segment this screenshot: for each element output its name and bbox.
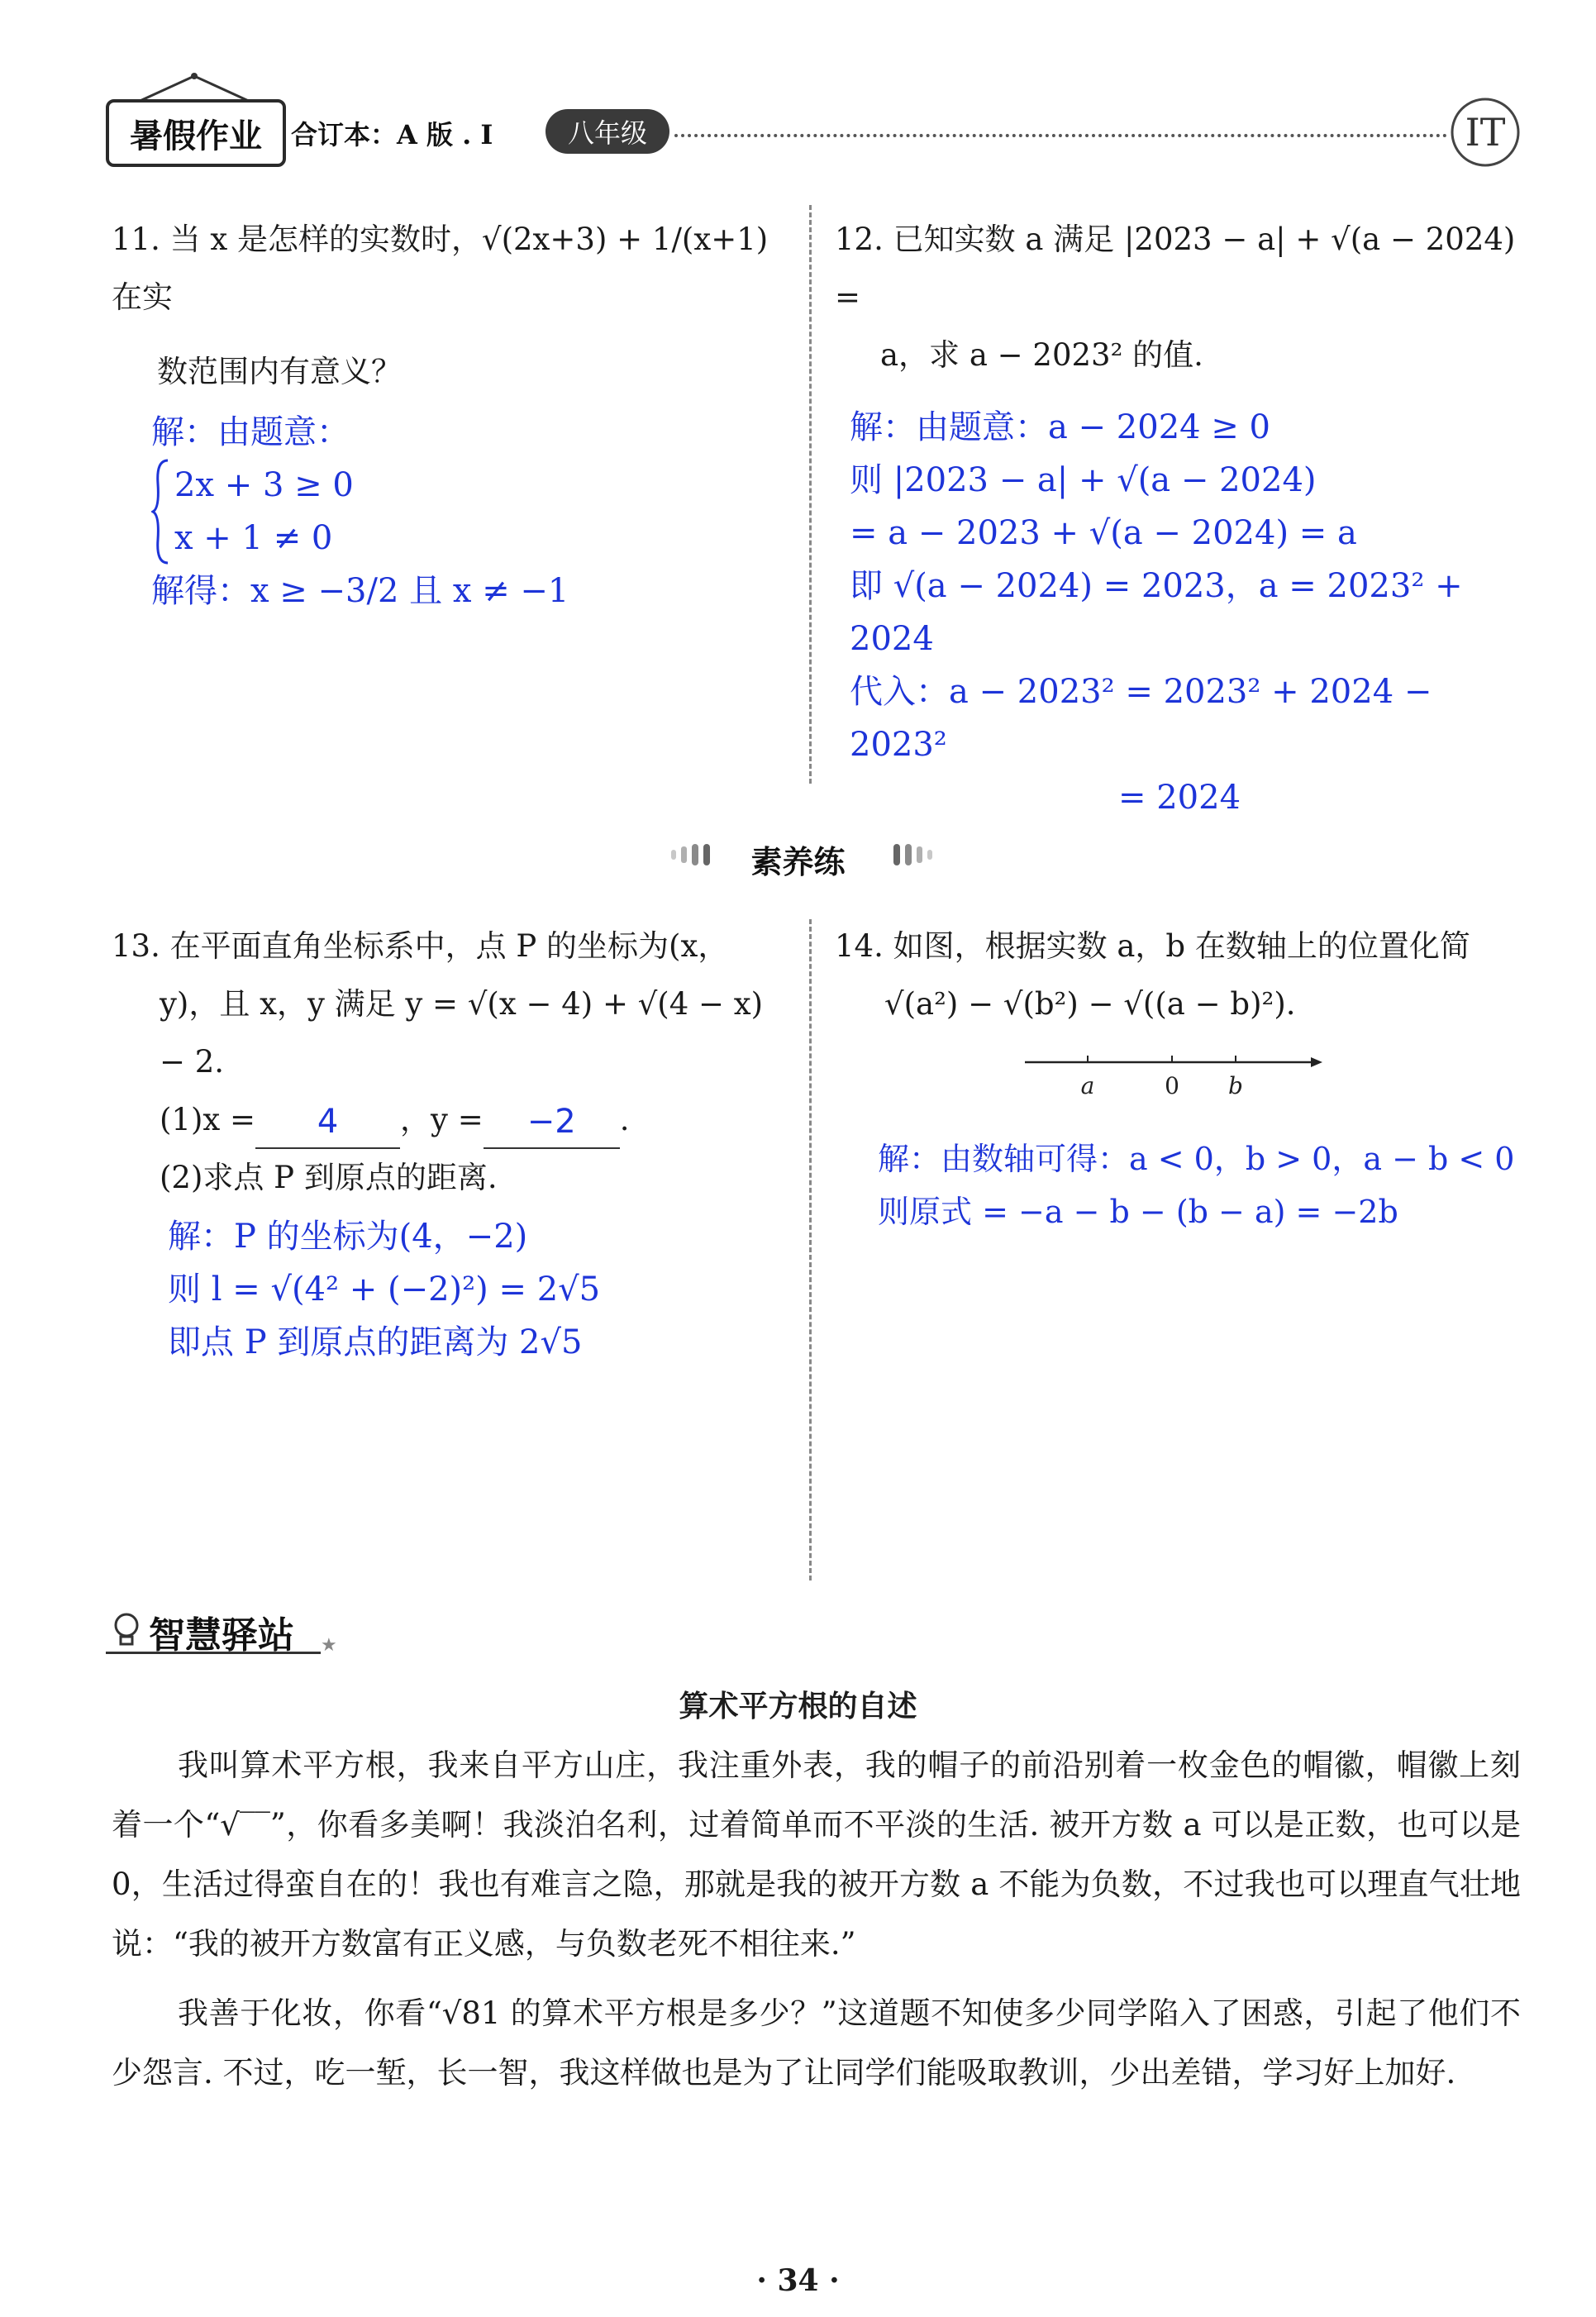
it-logo-icon [1448,91,1522,174]
question-14-stem: 14. 如图，根据实数 a，b 在数轴上的位置化简 [835,928,1470,964]
question-12-stem-cont: a，求 a − 2023² 的值. [880,337,1203,373]
brand-badge: 暑假作业 [106,99,286,167]
brace-icon [151,459,169,565]
question-12 [835,211,1529,824]
question-11 [112,211,789,617]
wisdom-station-title: 智慧驿站 [149,1614,294,1657]
section-decoration-right [889,841,938,870]
answer-line: 解：由数轴可得：a < 0，b > 0，a − b < 0 [878,1141,1515,1177]
essay-paragraph-1: 我叫算术平方根，我来自平方山庄，我注重外表，我的帽子的前沿别着一枚金色的帽徽，帽徽上刻着一个“√‾‾”，你看多美啊！我淡泊名利，过着简单而不平淡的生活. 被开方数 a 可以是正数，也可以是 0，生活过得蛮自在的！我也有难言之隐，那就是我的被开方数 a 不能为负数，不过我也可以理直气壮地说：“我的被开方数富有正义感，与负数老死不相往来.” [112,1747,1521,1962]
axis-label-0: 0 [1165,1072,1179,1099]
part1-end: . [619,1102,630,1137]
y-answer-blank [484,1099,620,1149]
svg-text:IT: IT [1465,110,1506,155]
question-11-answer [112,406,789,617]
answer-line: 则原式 = −a − b − (b − a) = −2b [878,1194,1398,1230]
question-13 [112,918,798,1369]
page-number: · 34 · [756,2263,840,2298]
answer-line: 即点 P 到原点的距离为 2√5 [168,1323,583,1361]
lightbulb-icon [112,1612,141,1650]
question-13-part1 [112,1091,798,1149]
wisdom-title-underline [106,1652,321,1654]
answer-line: 解得：x ≥ −3/2 且 x ≠ −1 [151,572,569,610]
answer-line: 则 l = √(4² + (−2)²) = 2√5 [168,1271,601,1309]
edition-label: 合订本：A 版 . I [291,119,493,150]
question-12-stem: 12. 已知实数 a 满足 |2023 − a| + √(a − 2024) = [835,222,1516,315]
essay-title: 算术平方根的自述 [679,1690,917,1723]
part1-prefix: (1)x = [160,1102,256,1137]
answer-line: = 2024 [1118,779,1241,817]
x-answer: 4 [317,1103,339,1141]
answer-line: x + 1 ≠ 0 [174,519,333,557]
section-title: 素养练 [750,844,846,880]
star-icon: ★ [321,1635,337,1656]
y-answer: −2 [526,1103,576,1141]
answer-line: 解：P 的坐标为(4，−2) [168,1218,528,1256]
grade-badge: 八年级 [545,109,669,154]
answer-line: 即 √(a − 2024) = 2023，a = 2023² + 2024 [850,567,1463,658]
answer-line: 则 |2023 − a| + √(a − 2024) [850,461,1317,499]
question-14-answer [878,1132,1556,1238]
question-14 [835,918,1537,1033]
question-13-answer [112,1210,798,1369]
column-divider-mid [809,919,812,1580]
question-13-stem-cont: y)，且 x，y 满足 y = √(x − 4) + √(4 − x) − 2. [160,986,764,1080]
axis-label-a: a [1080,1072,1095,1099]
essay-paragraph-2: 我善于化妆，你看“√81 的算术平方根是多少？”这道题不知使多少同学陷入了困惑，引起了他们不少怨言. 不过，吃一堑，长一智，我这样做也是为了让同学们能吸取教训，少出差错，学习好上加好. [112,1995,1521,2091]
answer-line: 代入：a − 2023² = 2023² + 2024 − 2023² [850,673,1432,764]
question-13-part2: (2)求点 P 到原点的距离. [160,1160,498,1195]
question-12-answer [835,401,1529,824]
number-line-figure [1025,1046,1322,1104]
axis-label-b: b [1228,1072,1243,1099]
answer-line: = a − 2023 + √(a − 2024) = a [850,514,1357,552]
question-13-stem: 13. 在平面直角坐标系中，点 P 的坐标为(x， [112,928,729,964]
header-divider [674,134,1447,137]
part1-mid: ，y = [400,1102,484,1137]
question-11-stem: 11. 当 x 是怎样的实数时，√(2x+3) + 1/(x+1) 在实 [112,222,769,315]
x-answer-blank [255,1099,400,1149]
question-14-stem-cont: √(a²) − √(b²) − √((a − b)²). [884,986,1296,1022]
answer-line: 2x + 3 ≥ 0 [174,466,354,504]
column-divider-top [809,205,812,784]
question-11-stem-cont: 数范围内有意义？ [157,354,402,389]
answer-line: 解：由题意： [151,413,350,451]
answer-line: 解：由题意：a − 2024 ≥ 0 [850,408,1270,446]
